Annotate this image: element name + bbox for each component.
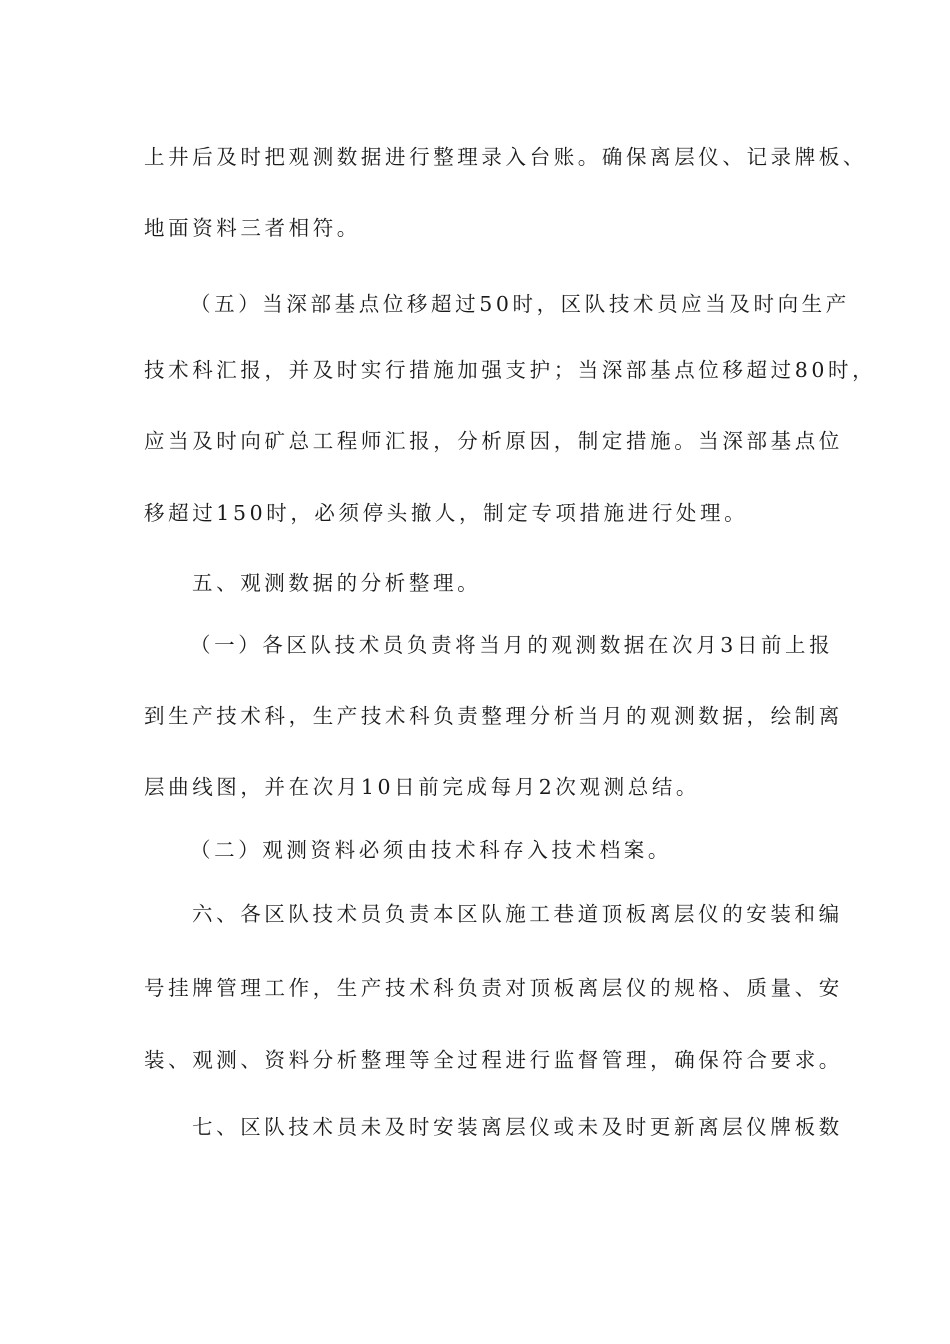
- text-line: 号挂牌管理工作，生产技术科负责对顶板离层仪的规格、质量、安: [144, 976, 843, 1000]
- text-line: 上井后及时把观测数据进行整理录入台账。确保离层仪、记录牌板、: [144, 145, 867, 169]
- text-line: 六、各区队技术员负责本区队施工巷道顶板离层仪的安装和编: [192, 902, 843, 926]
- text-line: 移超过150时，必须停头撤人，制定专项措施进行处理。: [144, 501, 749, 525]
- text-line: 到生产技术科，生产技术科负责整理分析当月的观测数据，绘制离: [144, 704, 843, 728]
- text-line: （五）当深部基点位移超过50时，区队技术员应当及时向生产: [190, 292, 850, 316]
- text-line: 技术科汇报，并及时实行措施加强支护；当深部基点位移超过80时，: [144, 358, 877, 382]
- text-line: 应当及时向矿总工程师汇报，分析原因，制定措施。当深部基点位: [144, 429, 843, 453]
- text-line: 装、观测、资料分析整理等全过程进行监督管理，确保符合要求。: [144, 1048, 843, 1072]
- text-line: （一）各区队技术员负责将当月的观测数据在次月3日前上报: [190, 633, 834, 657]
- text-line: （二）观测资料必须由技术科存入技术档案。: [190, 838, 672, 862]
- text-line: 地面资料三者相符。: [144, 216, 361, 240]
- text-line: 七、区队技术员未及时安装离层仪或未及时更新离层仪牌板数: [192, 1115, 843, 1139]
- text-line: 层曲线图，并在次月10日前完成每月2次观测总结。: [144, 775, 701, 799]
- section-heading: 五、观测数据的分析整理。: [192, 571, 482, 595]
